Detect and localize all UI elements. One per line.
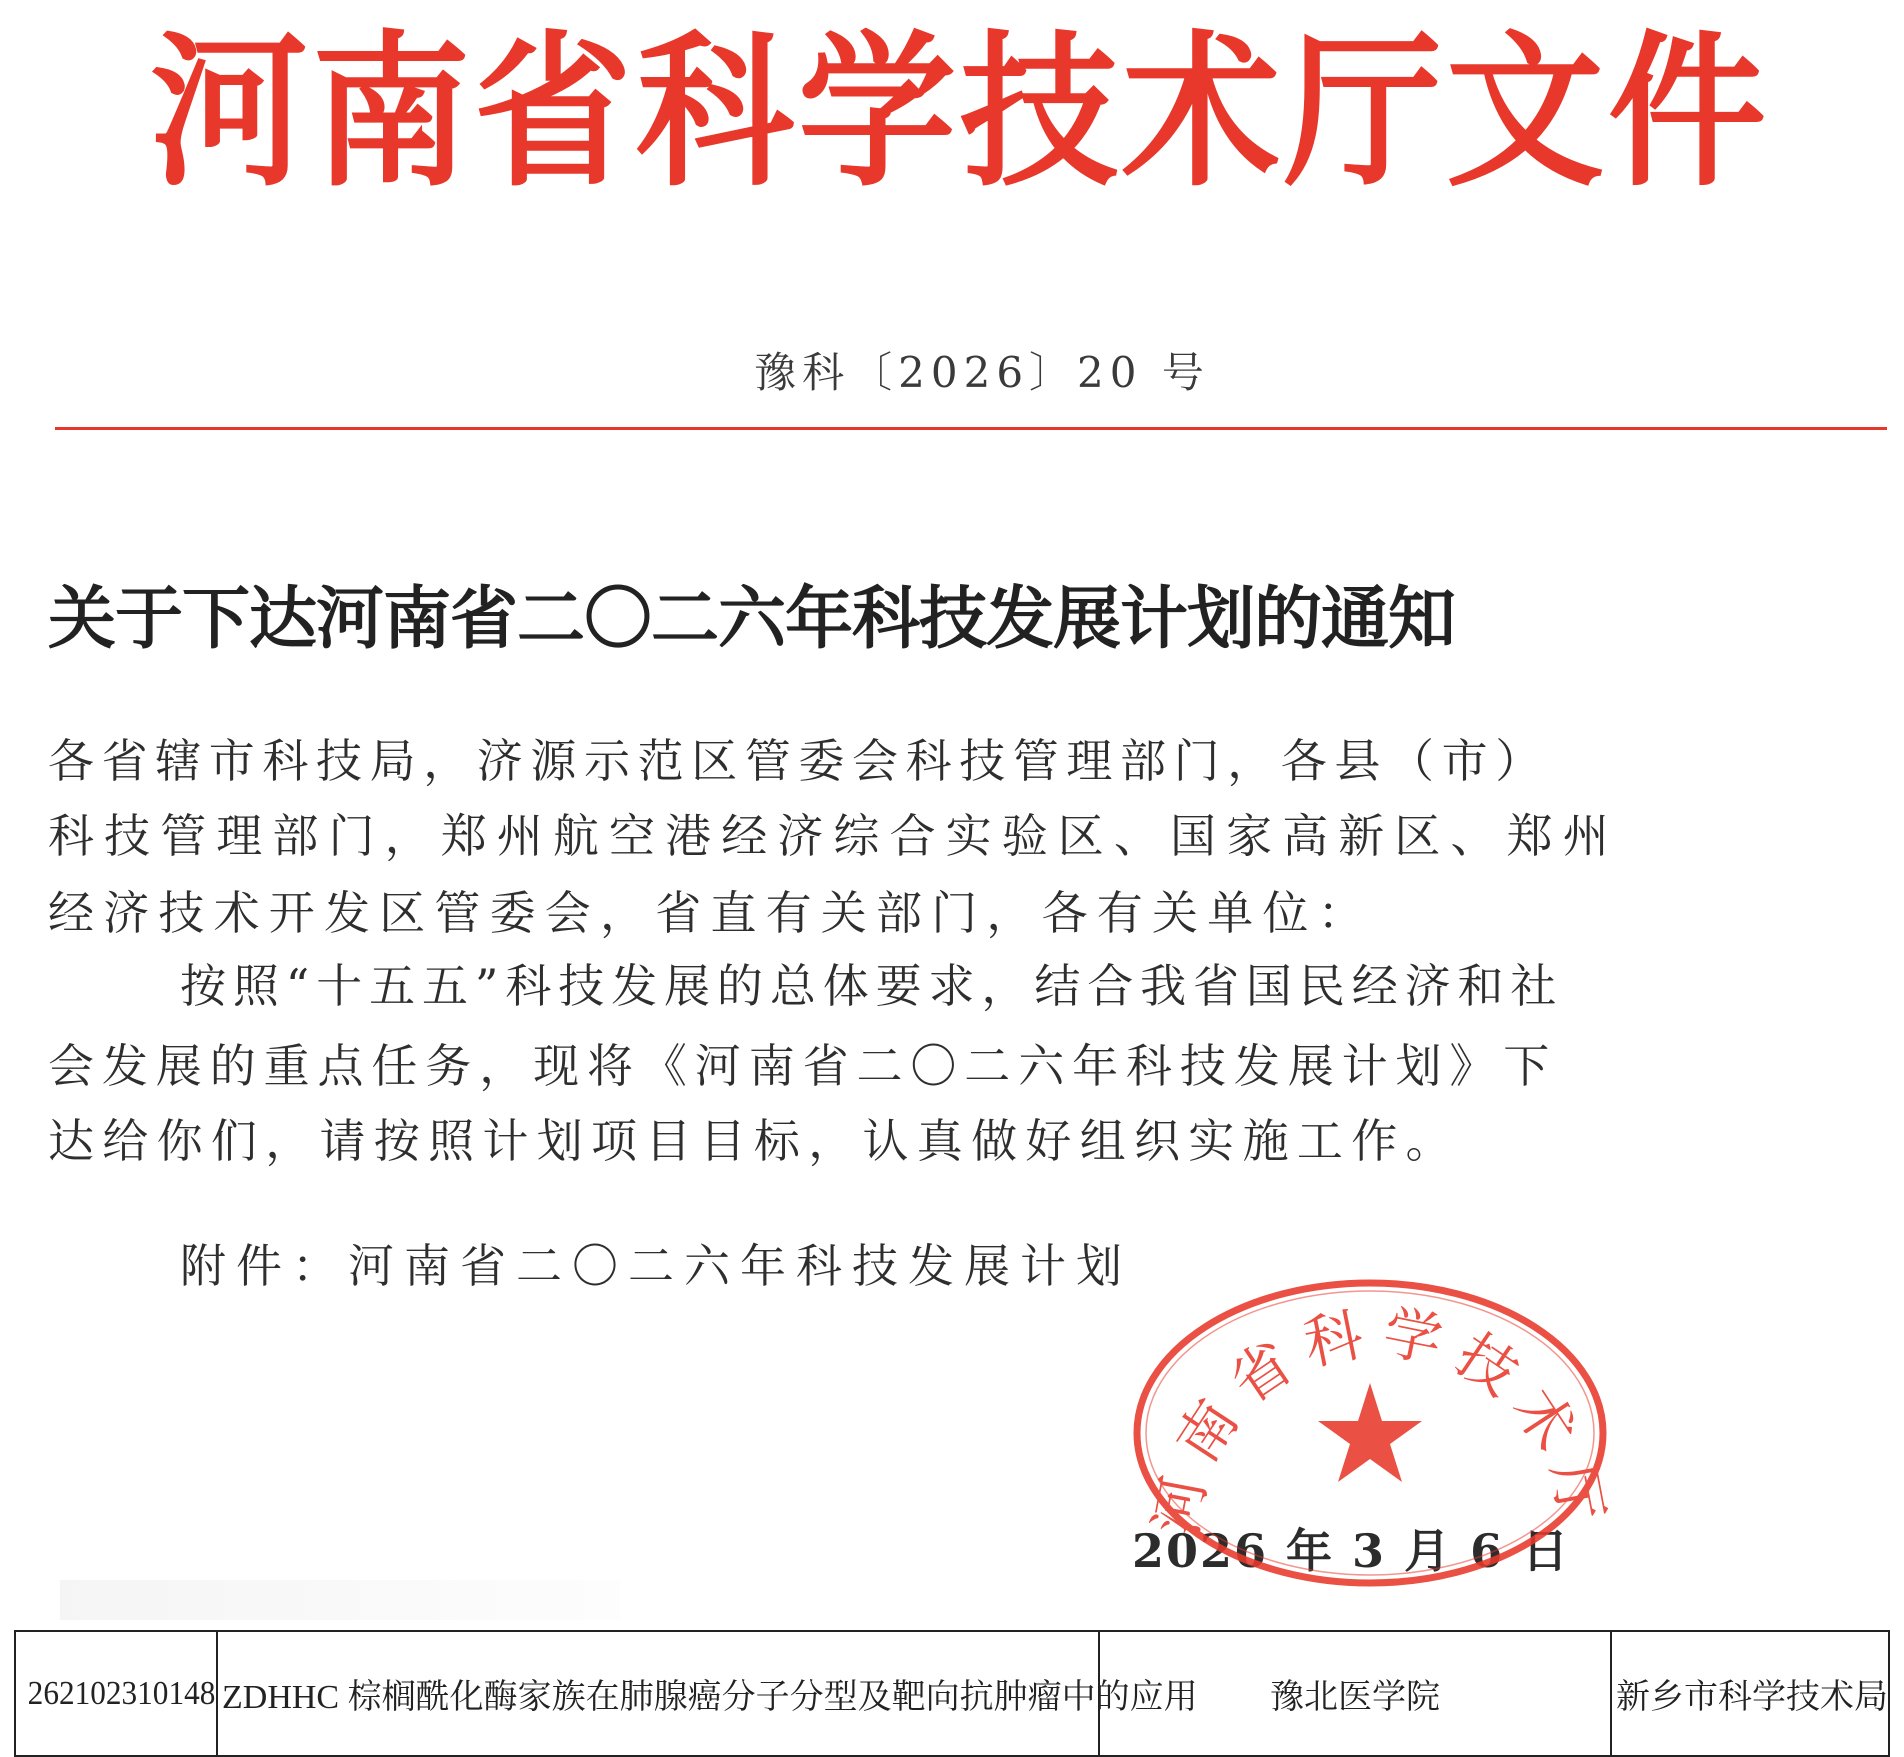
document-number: 豫科〔2026〕20 号 (754, 348, 1210, 397)
star-icon (1318, 1383, 1422, 1482)
document-header-title: 河南省科学技术厅文件 (150, 15, 1770, 210)
body-line: 按照“十五五”科技发展的总体要求，结合我省国民经济和社 (180, 959, 1564, 1013)
body-line: 经济技术开发区管委会，省直有关部门，各有关单位： (48, 886, 1373, 940)
issue-date: 2026 年 3 月 6 日 (1132, 1524, 1571, 1578)
project-name-cell: ZDHHC 棕榈酰化酶家族在肺腺癌分子分型及靶向抗肿瘤中的应用 (217, 1631, 1099, 1756)
seal-text: 河南省科学技术厅 (1141, 1297, 1619, 1541)
body-line: 各省辖市科技局，济源示范区管委会科技管理部门，各县（市） (48, 734, 1549, 788)
project-table (14, 1630, 1890, 1757)
table-row (15, 1631, 1889, 1756)
notice-title: 关于下达河南省二〇二六年科技发展计划的通知 (48, 579, 1456, 659)
body-line: 达给你们，请按照计划项目目标，认真做好组织实施工作。 (48, 1114, 1460, 1168)
project-dept-cell: 新乡市科学技术局 (1611, 1631, 1889, 1756)
project-unit-cell: 豫北医学院 (1099, 1631, 1611, 1756)
body-line: 会发展的重点任务，现将《河南省二〇二六年科技发展计划》下 (48, 1039, 1558, 1093)
project-id-cell: 262102310148 (23, 1631, 209, 1756)
body-line: 科技管理部门，郑州航空港经济综合实验区、国家高新区、郑州 (48, 809, 1619, 863)
official-seal (1120, 1278, 1620, 1598)
attachment-line: 附件：河南省二〇二六年科技发展计划 (180, 1239, 1132, 1293)
scan-artifact (60, 1580, 620, 1620)
header-divider (55, 427, 1887, 430)
